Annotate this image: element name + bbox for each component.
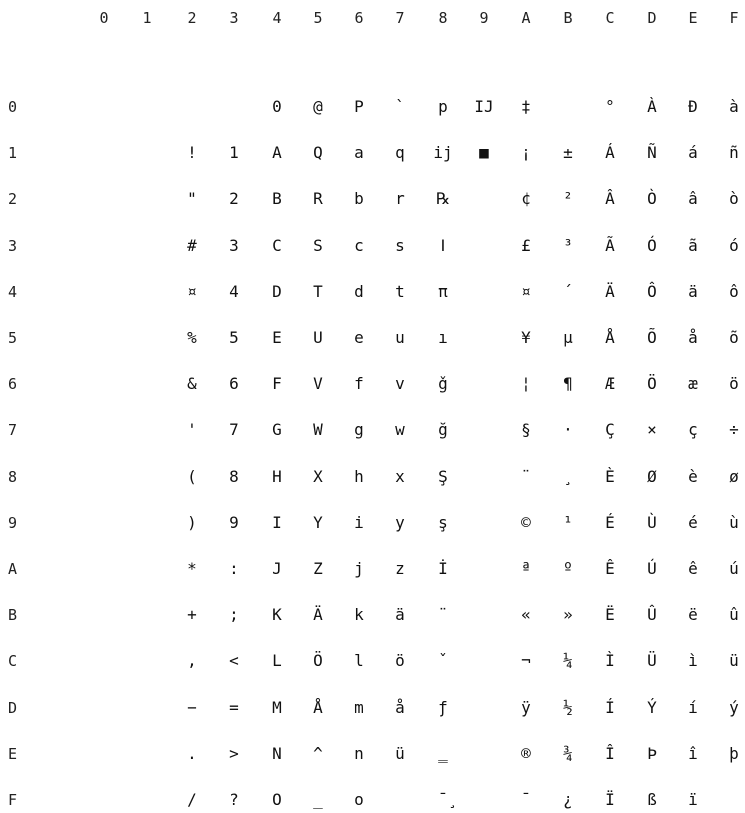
column-header: 2 <box>187 9 197 27</box>
glyph-cell: g <box>354 420 364 440</box>
column-header: 4 <box>272 9 282 27</box>
glyph-cell: Í <box>605 697 615 717</box>
glyph-cell: ǀ <box>438 235 448 255</box>
glyph-cell: h <box>354 466 364 486</box>
glyph-cell: − <box>187 697 197 717</box>
column-header: F <box>729 9 739 27</box>
glyph-cell: " <box>187 189 197 209</box>
glyph-cell: ¹ <box>563 512 573 532</box>
row-header: 1 <box>8 144 18 163</box>
glyph-cell: û <box>729 605 739 625</box>
glyph-cell: 1 <box>229 143 239 163</box>
glyph-cell: < <box>229 651 239 671</box>
glyph-cell: W <box>313 420 323 440</box>
column-header: D <box>647 9 657 27</box>
glyph-cell: x <box>395 466 405 486</box>
column-header: 8 <box>438 9 448 27</box>
glyph-cell: Ä <box>605 281 615 301</box>
glyph-cell: N <box>272 743 282 763</box>
glyph-cell: È <box>605 466 615 486</box>
glyph-cell: # <box>187 235 197 255</box>
glyph-cell: ` <box>395 97 405 116</box>
row-header: 7 <box>8 421 18 440</box>
glyph-cell: y <box>395 512 405 532</box>
glyph-cell: J <box>272 559 282 578</box>
glyph-cell: E <box>272 328 282 347</box>
glyph-cell: ç <box>688 420 698 440</box>
glyph-cell: T <box>313 281 323 301</box>
glyph-cell: ƒ <box>438 697 448 717</box>
glyph-cell: w <box>395 420 405 440</box>
glyph-cell: ß <box>647 790 657 809</box>
glyph-cell: ¶ <box>563 374 573 394</box>
glyph-cell: Q <box>313 143 323 163</box>
glyph-cell: ò <box>729 189 739 209</box>
glyph-cell: ó <box>729 235 739 255</box>
glyph-cell: Æ <box>605 374 615 394</box>
glyph-cell: ä <box>395 605 405 625</box>
row-header: 0 <box>8 98 18 116</box>
glyph-cell: ■ <box>479 143 489 163</box>
glyph-cell: Z <box>313 559 323 578</box>
row-header: 2 <box>8 190 18 209</box>
glyph-cell: 5 <box>229 328 239 347</box>
glyph-cell: ¿ <box>563 790 573 809</box>
glyph-cell: K <box>272 605 282 625</box>
glyph-cell: i <box>354 512 364 532</box>
glyph-cell: ¼ <box>563 651 573 671</box>
glyph-cell: ö <box>395 651 405 671</box>
glyph-cell: O <box>272 790 282 809</box>
glyph-cell: ‡ <box>521 97 531 116</box>
glyph-cell: â <box>688 189 698 209</box>
column-header: 5 <box>313 9 323 27</box>
column-header: E <box>688 9 698 27</box>
row-header: 4 <box>8 282 18 301</box>
glyph-cell: ä <box>688 281 698 301</box>
glyph-cell: ˇ <box>438 651 448 671</box>
glyph-cell: ª <box>521 559 531 578</box>
glyph-cell: ¾ <box>563 743 573 763</box>
glyph-cell: ï <box>688 790 698 809</box>
glyph-cell: ş <box>438 512 448 532</box>
glyph-cell: á <box>688 143 698 163</box>
column-header: B <box>563 9 573 27</box>
glyph-cell: t <box>395 281 405 301</box>
glyph-cell: 6 <box>229 374 239 394</box>
glyph-cell: ± <box>563 143 573 163</box>
glyph-cell: π <box>438 281 448 301</box>
glyph-cell: ú <box>729 559 739 578</box>
glyph-cell: Þ <box>647 743 657 763</box>
glyph-cell: e <box>354 328 364 347</box>
glyph-cell: G <box>272 420 282 440</box>
glyph-cell: Ù <box>647 512 657 532</box>
glyph-cell: ( <box>187 466 197 486</box>
glyph-cell: C <box>272 235 282 255</box>
column-header: 1 <box>142 9 152 27</box>
glyph-cell: ¨ <box>438 605 448 625</box>
glyph-cell: H <box>272 466 282 486</box>
glyph-cell: ; <box>229 605 239 625</box>
glyph-cell: Á <box>605 143 615 163</box>
glyph-cell: § <box>521 420 531 440</box>
glyph-cell: ³ <box>563 235 573 255</box>
glyph-cell: = <box>229 697 239 717</box>
glyph-cell: o <box>354 790 364 809</box>
row-header: B <box>8 606 18 625</box>
glyph-cell: k <box>354 605 364 625</box>
glyph-cell: ² <box>563 189 573 209</box>
glyph-cell: @ <box>313 97 323 116</box>
glyph-cell: Ö <box>647 374 657 394</box>
glyph-cell: Â <box>605 189 615 209</box>
glyph-cell: ¤ <box>521 281 531 301</box>
row-header: 5 <box>8 329 18 347</box>
row-header: A <box>8 560 18 578</box>
glyph-cell: m <box>354 697 364 717</box>
glyph-cell: É <box>605 512 615 532</box>
glyph-cell: ã <box>688 235 698 255</box>
glyph-cell: ° <box>605 97 615 116</box>
glyph-cell: d <box>354 281 364 301</box>
glyph-cell: ÿ <box>521 697 531 717</box>
glyph-cell: u <box>395 328 405 347</box>
glyph-cell: l <box>354 651 364 671</box>
glyph-cell: Ö <box>313 651 323 671</box>
glyph-cell: ? <box>229 790 239 809</box>
glyph-cell: F <box>272 374 282 394</box>
glyph-cell: « <box>521 605 531 625</box>
glyph-cell: » <box>563 605 573 625</box>
glyph-cell: ý <box>729 697 739 717</box>
glyph-cell: v <box>395 374 405 394</box>
row-header: 6 <box>8 375 18 394</box>
glyph-cell: ´ <box>563 281 573 301</box>
glyph-cell: ® <box>521 743 531 763</box>
glyph-cell: æ <box>688 374 698 394</box>
glyph-cell: V <box>313 374 323 394</box>
glyph-cell: þ <box>729 743 739 763</box>
glyph-cell: ℞ <box>435 189 451 209</box>
glyph-cell: Õ <box>647 328 657 347</box>
glyph-cell: Ð <box>688 97 698 116</box>
glyph-cell: B <box>272 189 282 209</box>
glyph-cell: © <box>521 512 531 532</box>
glyph-cell: a <box>354 143 364 163</box>
row-header: 8 <box>8 467 18 486</box>
glyph-cell: ü <box>395 743 405 763</box>
glyph-cell: è <box>688 466 698 486</box>
glyph-cell: j <box>354 559 364 578</box>
glyph-cell: Ê <box>605 559 615 578</box>
glyph-cell: : <box>229 559 239 578</box>
glyph-cell: Î <box>605 743 615 763</box>
glyph-cell: Ó <box>647 235 657 255</box>
glyph-cell: p <box>438 97 448 116</box>
glyph-cell: r <box>395 189 405 209</box>
glyph-cell <box>219 95 249 119</box>
glyph-cell: µ <box>563 328 573 347</box>
glyph-cell: Ì <box>605 651 615 671</box>
glyph-cell: ñ <box>729 143 739 163</box>
glyph-cell: 3 <box>229 235 239 255</box>
row-header: C <box>8 652 18 671</box>
glyph-cell: ‗ <box>438 743 448 763</box>
column-header: 7 <box>395 9 405 27</box>
row-header: F <box>8 791 18 809</box>
glyph-cell: å <box>395 697 405 717</box>
glyph-cell: · <box>563 420 573 440</box>
glyph-cell: £ <box>521 235 531 255</box>
glyph-cell: ¨ <box>521 466 531 486</box>
glyph-cell: + <box>187 605 197 625</box>
glyph-cell: f <box>354 374 364 394</box>
glyph-cell: º <box>563 559 573 578</box>
glyph-cell: A <box>272 143 282 163</box>
glyph-cell: ǧ <box>438 374 448 394</box>
row-header: 9 <box>8 513 18 532</box>
glyph-cell: ø <box>729 466 739 486</box>
glyph-cell: à <box>729 97 739 116</box>
glyph-cell: > <box>229 743 239 763</box>
row-header: D <box>8 698 18 717</box>
glyph-cell: b <box>354 189 364 209</box>
glyph-cell: ë <box>688 605 698 625</box>
glyph-cell: Ã <box>605 235 615 255</box>
glyph-cell: ij <box>433 143 453 163</box>
glyph-cell: S <box>313 235 323 255</box>
glyph-cell: Ç <box>605 420 615 440</box>
glyph-cell: Ş <box>438 466 448 486</box>
glyph-cell: R <box>313 189 323 209</box>
glyph-cell: ) <box>187 512 197 532</box>
glyph-cell: ¢ <box>521 189 531 209</box>
glyph-cell: ¬ <box>521 651 531 671</box>
glyph-cell: IJ <box>474 97 494 116</box>
glyph-cell: å <box>688 328 698 347</box>
glyph-cell: , <box>187 651 197 671</box>
column-header: 0 <box>99 9 109 27</box>
glyph-cell: n <box>354 743 364 763</box>
row-header: E <box>8 744 18 763</box>
glyph-cell: / <box>187 790 197 809</box>
glyph-cell: ö <box>729 374 739 394</box>
column-header: 9 <box>479 9 489 27</box>
glyph-cell: % <box>187 328 197 347</box>
glyph-cell: ¯ <box>521 790 531 809</box>
glyph-cell: ¯̧ <box>438 790 448 809</box>
glyph-cell: × <box>647 420 657 440</box>
glyph-cell: ğ <box>438 420 448 440</box>
glyph-cell: í <box>688 697 698 717</box>
glyph-cell: ¤ <box>187 281 197 301</box>
glyph-cell: Ú <box>647 559 657 578</box>
glyph-cell: ù <box>729 512 739 532</box>
glyph-cell: İ <box>438 559 448 578</box>
glyph-cell: 9 <box>229 512 239 532</box>
glyph-cell: D <box>272 281 282 301</box>
glyph-cell: Ø <box>647 466 657 486</box>
glyph-cell: ^ <box>313 743 323 763</box>
glyph-cell: L <box>272 651 282 671</box>
glyph-cell: & <box>187 374 197 394</box>
glyph-cell: î <box>688 743 698 763</box>
glyph-cell: ô <box>729 281 739 301</box>
glyph-cell: * <box>187 559 197 578</box>
glyph-cell: . <box>187 743 197 763</box>
column-header: 3 <box>229 9 239 27</box>
glyph-cell: 8 <box>229 466 239 486</box>
glyph-cell: õ <box>729 328 739 347</box>
column-header: A <box>521 9 531 27</box>
glyph-cell: M <box>272 697 282 717</box>
glyph-cell: ! <box>187 143 197 163</box>
glyph-cell: ¦ <box>521 374 531 394</box>
glyph-cell: Ò <box>647 189 657 209</box>
column-header: 6 <box>354 9 364 27</box>
glyph-cell: ¡ <box>521 143 531 163</box>
glyph-cell: Û <box>647 605 657 625</box>
glyph-cell: U <box>313 328 323 347</box>
glyph-cell: Ä <box>313 605 323 625</box>
glyph-cell: X <box>313 466 323 486</box>
glyph-cell: Ë <box>605 605 615 625</box>
glyph-cell: À <box>647 97 657 116</box>
glyph-cell: Y <box>313 512 323 532</box>
glyph-cell: ' <box>187 420 197 440</box>
glyph-cell: q <box>395 143 405 163</box>
glyph-cell: é <box>688 512 698 532</box>
glyph-cell: ì <box>688 651 698 671</box>
glyph-cell: ü <box>729 651 739 671</box>
glyph-cell: Ñ <box>647 143 657 163</box>
glyph-cell: Å <box>605 328 615 347</box>
glyph-cell: Å <box>313 697 323 717</box>
column-header: C <box>605 9 615 27</box>
glyph-cell: Ï <box>605 790 615 809</box>
glyph-cell: I <box>272 512 282 532</box>
glyph-cell: c <box>354 235 364 255</box>
row-header: 3 <box>8 236 18 255</box>
glyph-cell: s <box>395 235 405 255</box>
glyph-cell: 2 <box>229 189 239 209</box>
glyph-cell: 4 <box>229 281 239 301</box>
glyph-cell: ½ <box>563 697 573 717</box>
glyph-cell: Ý <box>647 697 657 717</box>
glyph-cell: _ <box>313 790 323 809</box>
glyph-cell: 0 <box>272 97 282 116</box>
glyph-cell: Ü <box>647 651 657 671</box>
glyph-cell: ¸ <box>563 466 573 486</box>
glyph-cell: Ô <box>647 281 657 301</box>
glyph-cell: ¥ <box>521 328 531 347</box>
glyph-cell: ı <box>438 328 448 347</box>
glyph-cell: ÷ <box>729 420 739 440</box>
glyph-cell: 7 <box>229 420 239 440</box>
glyph-cell: z <box>395 559 405 578</box>
glyph-cell: P <box>354 97 364 116</box>
glyph-cell: ê <box>688 559 698 578</box>
